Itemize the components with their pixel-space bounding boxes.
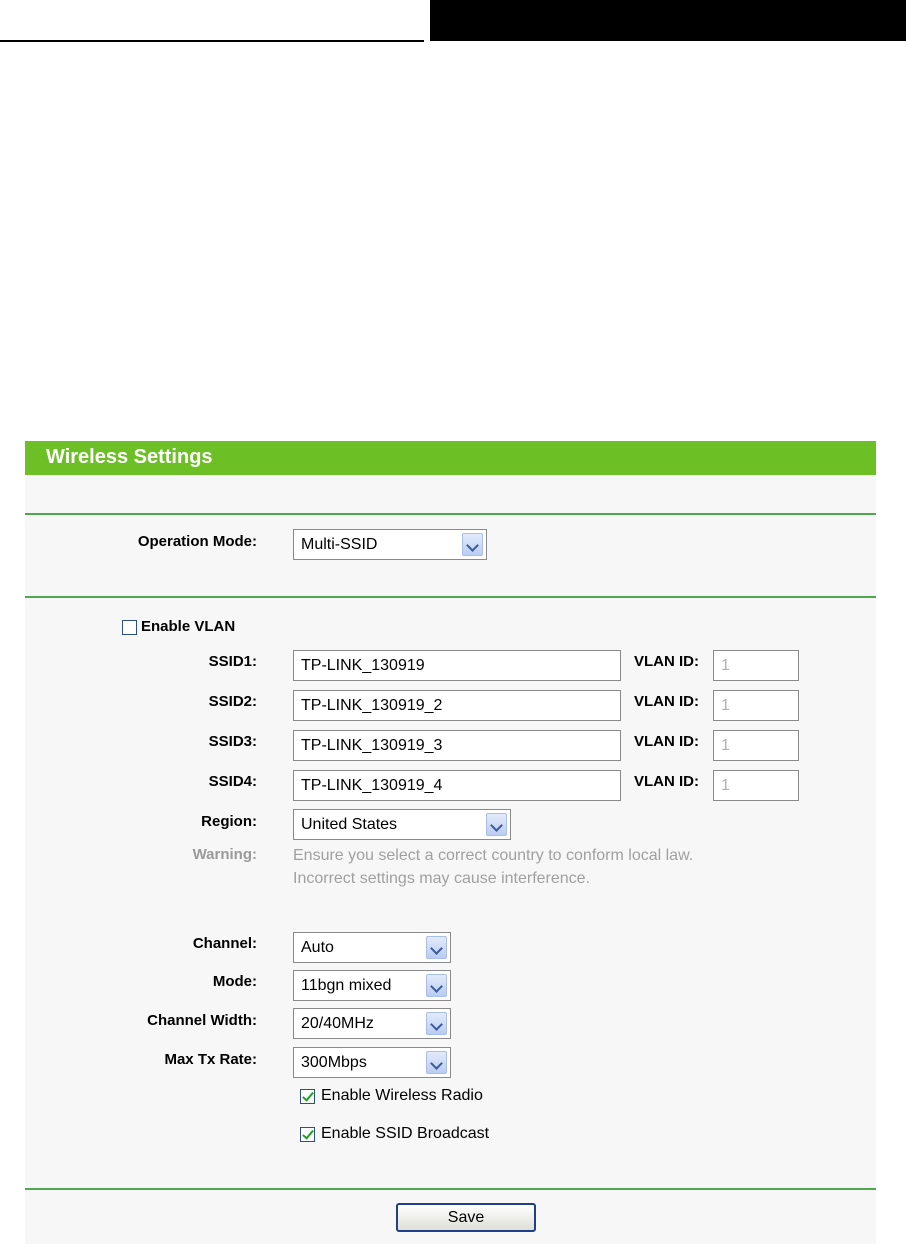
- region-select[interactable]: [293, 809, 511, 840]
- channel-width-value: 20/40MHz: [301, 1015, 374, 1032]
- ssid2-input[interactable]: [293, 690, 621, 721]
- enable-wireless-radio-checkbox[interactable]: [300, 1089, 315, 1104]
- max-tx-rate-label: Max Tx Rate:: [164, 1051, 257, 1068]
- channel-width-select[interactable]: [293, 1008, 451, 1039]
- ssid1-vlan-id-value: 1: [721, 657, 730, 674]
- divider: [25, 596, 876, 598]
- max-tx-rate-select[interactable]: [293, 1047, 451, 1078]
- region-value: United States: [301, 816, 398, 833]
- ssid3-vlan-id-label: VLAN ID:: [634, 733, 699, 750]
- channel-value: Auto: [301, 939, 334, 956]
- ssid1-vlan-id-label: VLAN ID:: [634, 653, 699, 670]
- mode-value: 11bgn mixed: [301, 977, 392, 994]
- operation-mode-label: Operation Mode:: [137, 533, 257, 550]
- wireless-settings-panel: [25, 441, 876, 1244]
- mode-label: Mode:: [212, 973, 257, 990]
- ssid3-vlan-id-value: 1: [721, 737, 730, 754]
- operation-mode-value: Multi-SSID: [301, 536, 378, 553]
- enable-ssid-broadcast-checkbox[interactable]: [300, 1127, 315, 1142]
- ssid4-vlan-id-input[interactable]: [713, 770, 799, 801]
- enable-vlan-label: Enable VLAN: [141, 618, 236, 635]
- enable-vlan-checkbox[interactable]: [122, 620, 137, 635]
- ssid1-label: SSID1:: [208, 653, 257, 670]
- mode-select[interactable]: [293, 970, 451, 1001]
- divider: [25, 1188, 876, 1190]
- ssid2-label: SSID2:: [208, 693, 257, 710]
- ssid3-label: SSID3:: [208, 733, 257, 750]
- enable-wireless-radio-label: Enable Wireless Radio: [321, 1087, 483, 1104]
- region-label: Region:: [201, 813, 257, 830]
- save-button[interactable]: Save: [396, 1203, 536, 1232]
- panel-title: Wireless Settings: [46, 446, 213, 468]
- ssid1-value: TP-LINK_130919: [301, 657, 425, 674]
- warning-label: Warning:: [192, 846, 257, 863]
- chevron-down-icon[interactable]: [486, 813, 507, 836]
- header-bar: [430, 0, 906, 41]
- ssid4-label: SSID4:: [208, 773, 257, 790]
- ssid2-vlan-id-input[interactable]: [713, 690, 799, 721]
- ssid4-input[interactable]: [293, 770, 621, 801]
- chevron-down-icon[interactable]: [462, 533, 483, 556]
- ssid2-vlan-id-label: VLAN ID:: [634, 693, 699, 710]
- ssid2-vlan-id-value: 1: [721, 697, 730, 714]
- chevron-down-icon[interactable]: [426, 936, 447, 959]
- channel-select[interactable]: [293, 932, 451, 963]
- ssid3-value: TP-LINK_130919_3: [301, 737, 443, 754]
- warning-line-1: Ensure you select a correct country to conform local law.: [293, 847, 694, 864]
- ssid3-input[interactable]: [293, 730, 621, 761]
- panel-title-bar: [25, 441, 876, 475]
- channel-label: Channel:: [192, 935, 257, 952]
- ssid4-vlan-id-value: 1: [721, 777, 730, 794]
- ssid4-vlan-id-label: VLAN ID:: [634, 773, 699, 790]
- ssid1-vlan-id-input[interactable]: [713, 650, 799, 681]
- chevron-down-icon[interactable]: [426, 1012, 447, 1035]
- ssid4-value: TP-LINK_130919_4: [301, 777, 443, 794]
- max-tx-rate-value: 300Mbps: [301, 1054, 367, 1071]
- chevron-down-icon[interactable]: [426, 974, 447, 997]
- header-rule: [0, 40, 424, 42]
- divider: [25, 513, 876, 515]
- ssid3-vlan-id-input[interactable]: [713, 730, 799, 761]
- ssid2-value: TP-LINK_130919_2: [301, 697, 443, 714]
- operation-mode-select[interactable]: [293, 529, 487, 560]
- channel-width-label: Channel Width:: [147, 1012, 257, 1029]
- ssid1-input[interactable]: [293, 650, 621, 681]
- warning-line-2: Incorrect settings may cause interference.: [293, 870, 591, 887]
- chevron-down-icon[interactable]: [426, 1051, 447, 1074]
- enable-ssid-broadcast-label: Enable SSID Broadcast: [321, 1125, 490, 1142]
